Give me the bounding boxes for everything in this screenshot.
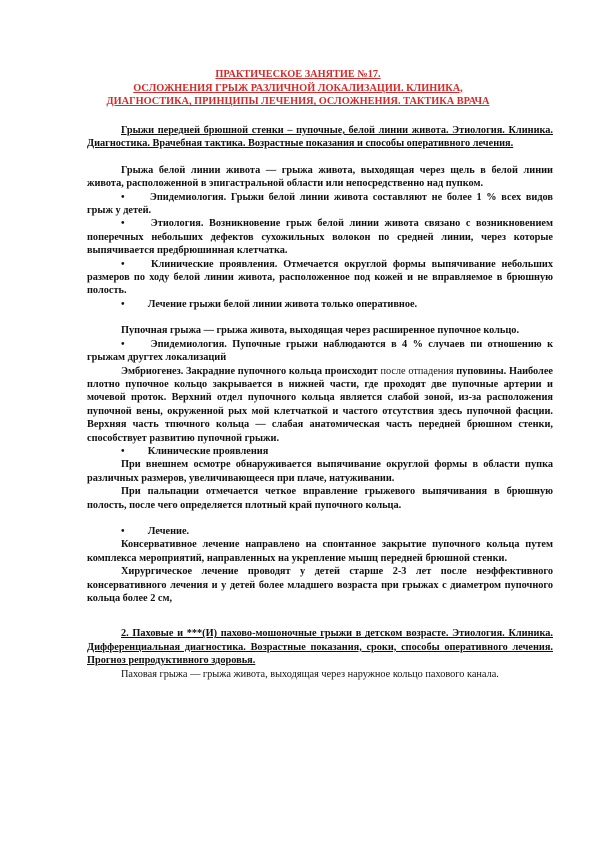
umbilical-clinic-heading-text: Клинические проявления [147, 445, 269, 457]
spacer [87, 311, 553, 324]
page-title [60, 68, 536, 109]
title-line-3: ДИАГНОСТИКА, ПРИНЦИПЫ ЛЕЧЕНИЯ, ОСЛОЖНЕНИЯ. ТАКТИКА ВРАЧА [106, 96, 490, 108]
inguinal-intro: Паховая грыжа — грыжа живота, выходящая через наружное кольцо пахового канала. [121, 668, 499, 680]
umbilical-clinic-p1: При внешнем осмотре обнаруживается выпячивание округлой формы в области пупка различных размеров, увеличивающееся при плаче, натуживании. [87, 459, 553, 484]
spacer [87, 605, 553, 627]
white-line-treatment [87, 298, 553, 311]
umbilical-treatment-heading-text: Лечение. [147, 525, 190, 537]
umbilical-treatment-p2: Хирургическое лечение проводят у детей старше 2-3 лет после неэффективного консервативного лечения и у детей более младшего возраста при грыжах с диаметром пупочного кольца более 2 см, [87, 566, 553, 604]
white-line-epidemiology-text: Эпидемиология. Грыжи белой линии живота составляют не более 1 % всех видов грыж у детей. [87, 191, 553, 217]
umbilical-embryogenesis [87, 365, 553, 445]
white-line-intro: Грыжа белой линии живота — грыжа живота, выходящая через щель в белой линии живота, расположенной в эпигастральной области или непосредственно над пупком. [87, 164, 553, 190]
bullet-icon: • [121, 298, 125, 310]
document-body [87, 124, 553, 681]
umbilical-intro: Пупочная грыжа — грыжа живота, выходящая через расширенное пупочное кольцо. [121, 325, 520, 337]
white-line-epidemiology [87, 191, 553, 218]
umbilical-clinic-heading [87, 445, 553, 458]
spacer [87, 151, 553, 164]
embryogenesis-text-b: после отпадения [380, 365, 454, 377]
umbilical-treatment-heading [87, 525, 553, 538]
umbilical-treatment-p1: Консервативное лечение направлено на спонтанное закрытие пупочного кольца путем комплекса мероприятий, направленных на укрепление мышц передней брюшной стенки. [87, 539, 553, 564]
umbilical-epidemiology [87, 338, 553, 365]
section-1-heading: Грыжи передней брюшной стенки – пупочные, белой линии живота. Этиология. Клиника. Диагностика. Врачебная тактика. Возрастные показания и способы оперативного лечения. [87, 125, 553, 150]
white-line-etiology-text: Этиология. Возникновение грыж белой линии живота связано с возникновением поперечных небольших дефектов сухожильных волокон по средней линии, через которые выпячивается предбрюшинная клетчатка. [87, 218, 553, 257]
spacer [87, 512, 553, 525]
title-line-2: ОСЛОЖНЕНИЯ ГРЫЖ РАЗЛИЧНОЙ ЛОКАЛИЗАЦИИ. КЛИНИКА, [133, 82, 463, 94]
embryogenesis-text-c: пуповины. Наиболее плотно пупочное кольцо закрывается в нижней части, где проходят две пупочные артерии и мочевой проток. Верхний отдел пупочного кольца является слабой зоной, из-за расположения пупочной вены, окруженной рых мой клетчаткой и частого отсутствия здесь пупочной фасции. Верхняя часть тпючного кольца — слабая анатомическая часть передней брюшном стенки, способствует развитию пупочной грыжи. [87, 365, 553, 444]
section-2-heading: 2. Паховые и ***(И) пахово-мошоночные грыжи в детском возрасте. Этиология. Клиника. Дифференциальная диагностика. Возрастные показания, сроки, способы оперативного лечения. Прогноз репродуктивного здоровья. [87, 628, 553, 667]
bullet-icon: • [121, 338, 125, 350]
white-line-clinic [87, 258, 553, 298]
bullet-icon: • [121, 191, 125, 203]
umbilical-epidemiology-text: Эпидемиология. Пупочные грыжи наблюдаются в 4 % случаев пи отношению к грыжам другтех локализаций [87, 338, 553, 364]
embryogenesis-text-a: Эмбриогенез. Закрадние пупочного кольца происходит [121, 365, 381, 377]
bullet-icon: • [121, 258, 125, 270]
white-line-clinic-text: Клинические проявления. Отмечается округлой формы выпячивание небольших размеров по ходу белой линии живота, расположенное под кожей и не вправляемое в брюшную полость. [87, 258, 553, 297]
white-line-etiology [87, 217, 553, 257]
bullet-icon: • [121, 525, 125, 537]
white-line-treatment-text: Лечение грыжи белой линии живота только оперативное. [147, 298, 418, 310]
bullet-icon: • [121, 445, 125, 457]
title-line-1: ПРАКТИЧЕСКОЕ ЗАНЯТИЕ №17. [215, 69, 381, 80]
umbilical-clinic-p2: При пальпации отмечается четкое вправление грыжевого выпячивания в брюшную полость, после чего определяется плотный край пупочного кольца. [87, 486, 553, 511]
bullet-icon: • [121, 218, 125, 230]
